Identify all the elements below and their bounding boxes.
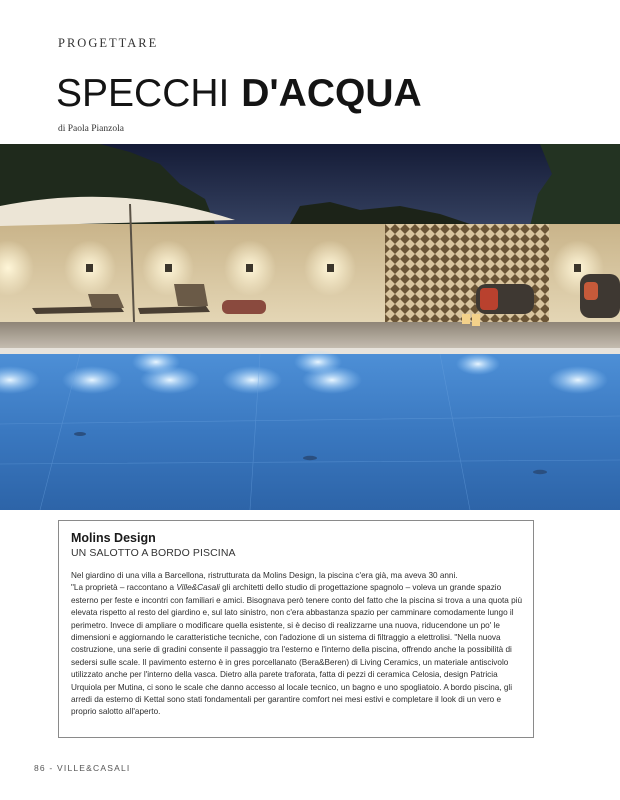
- section-label: PROGETTARE: [58, 36, 159, 50]
- title-light: SPECCHI: [56, 72, 230, 115]
- sidebar-paragraph-2: [71, 582, 523, 718]
- magazine-name: Ville&Casali: [176, 583, 220, 593]
- sidebar-p2-start: "La proprietà – raccontano a: [71, 583, 177, 593]
- sidebar-title: Molins Design: [71, 531, 156, 545]
- sidebar-subtitle: UN SALOTTO A BORDO PISCINA: [71, 547, 236, 559]
- sidebar-p2-rest: gli architetti dello studio di progettazione spagnolo – voleva un grande spazio esterno per feste e incontri con familiari e amici. Bisognava però tenere conto del fatto che la piscina si trova a una quota più elevata rispetto al resto del giardino e, sul lato sinistro, non c'era abbastanza spazio per camminare comodamente lungo il perimetro. Invece di ampliare o modificare quella esistente, si è deciso di realizzarne una nuova, riducendone un po' le dimensioni e aggiornando le caratteristiche tecniche, con l'adozione di un sistema di filtraggio a elettrolisi. "Nella nuova costruzione, una serie di gradini consente il passaggio tra l'esterno e l'interno della piscina, offrendo anche la possibilità di sedersi sulle scale. Il pavimento esterno è in gres porcellanato (Bera&Beren) di Living Ceramics, un materiale antiscivolo utilizzato anche per l'interno della vasca. Dietro alla parete traforata, fatta di pezzi di ceramica Celosia, design Patricia Urquiola per Mutina, ci sono le scale che danno accesso al locale tecnico, un bagno e uno spogliatoio. A bordo piscina, gli arredi da esterno di Kettal sono stati fondamentali per garantire comfort nei mesi estivi e completare il look di un vero e proprio salotto all'aperto.: [71, 583, 523, 717]
- byline: di Paola Pianzola: [58, 124, 124, 134]
- sidebar-body: [71, 570, 523, 719]
- sidebar-paragraph-1: Nel giardino di una villa a Barcellona, ristrutturata da Molins Design, la piscina c'era già, ma aveva 30 anni.: [71, 571, 458, 580]
- title-bold: D'ACQUA: [241, 72, 422, 115]
- page-folio: 86 - VILLE&CASALI: [34, 763, 131, 773]
- article-title: [56, 72, 422, 116]
- hero-photo: [0, 144, 620, 510]
- sidebar-box: [58, 520, 534, 738]
